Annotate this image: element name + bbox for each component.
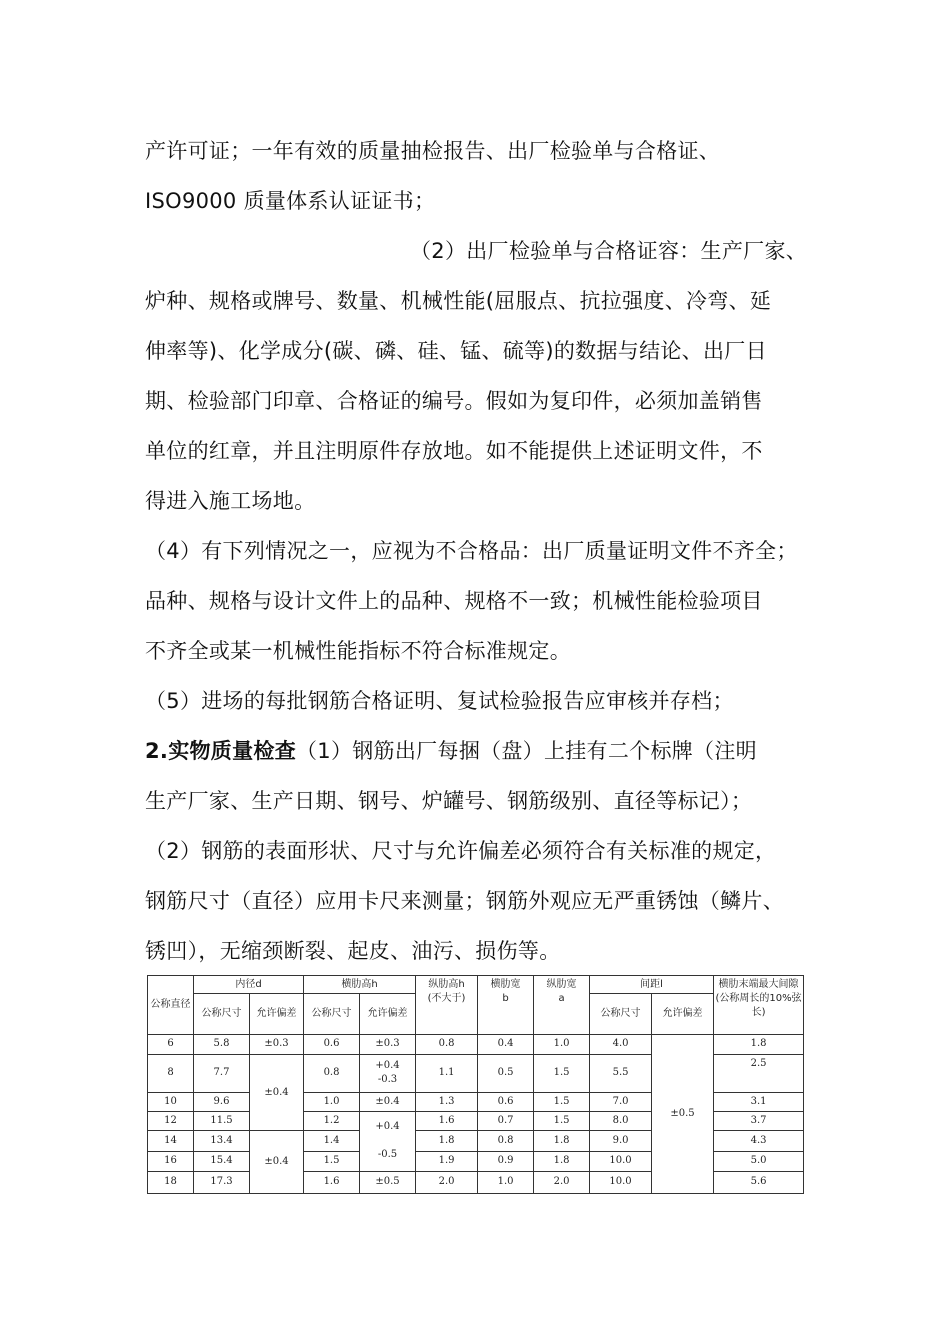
paragraph-line: 生产厂家、生产日期、钢号、炉罐号、钢筋级别、直径等标记）； <box>145 789 753 813</box>
paragraph-line: （5）进场的每批钢筋合格证明、复试检验报告应审核并存档； <box>145 689 734 713</box>
cell-long-rib-height: 1.1 <box>416 1054 478 1092</box>
cell-end-gap: 4.3 <box>714 1131 804 1151</box>
header-longitudinal-rib-height-label: 纵肋高h <box>428 979 465 990</box>
header-h-tolerance: 允许偏差 <box>360 994 416 1034</box>
rebar-dimension-table <box>147 975 803 1194</box>
table-row <box>148 1034 804 1054</box>
cell-spacing: 7.0 <box>590 1093 652 1112</box>
cell-inner-diameter: 7.7 <box>194 1054 250 1092</box>
cell-end-gap: 3.1 <box>714 1093 804 1112</box>
paragraph-line: 期、检验部门印章、合格证的编号。假如为复印件，必须加盖销售 <box>145 389 763 413</box>
cell-spacing: 10.0 <box>590 1151 652 1171</box>
header-transverse-rib-width-label: 横肋宽 <box>490 979 521 990</box>
header-spacing: 间距l <box>590 976 714 994</box>
paragraph-line: 产许可证；一年有效的质量抽检报告、出厂检验单与合格证、 <box>145 139 721 163</box>
paragraph-line: 钢筋尺寸（直径）应用卡尺来测量；钢筋外观应无严重锈蚀（鳞片、 <box>145 889 784 913</box>
cell-inner-diameter: 13.4 <box>194 1131 250 1151</box>
cell-rib-width-a: 1.8 <box>534 1131 590 1151</box>
cell-rib-height: 0.6 <box>304 1034 360 1054</box>
cell-long-rib-height: 1.9 <box>416 1151 478 1171</box>
header-longitudinal-rib-width-symbol: a <box>558 993 565 1004</box>
tolerance-upper: +0.4 <box>375 1121 400 1133</box>
header-transverse-rib-width-symbol: b <box>502 993 509 1004</box>
cell-rib-height-tolerance: ±0.3 <box>360 1034 416 1054</box>
tolerance-upper: +0.4 <box>375 1060 400 1072</box>
header-l-tolerance: 允许偏差 <box>652 994 714 1034</box>
cell-diameter: 18 <box>148 1171 194 1193</box>
header-transverse-rib-width <box>478 976 534 1035</box>
cell-inner-diameter: 9.6 <box>194 1093 250 1112</box>
tolerance-lower: -0.3 <box>377 1074 398 1086</box>
header-transverse-rib-height: 横肋高h <box>304 976 416 994</box>
cell-rib-height-tolerance: ±0.4 <box>360 1093 416 1112</box>
cell-rib-width-b: 0.8 <box>478 1131 534 1151</box>
cell-diameter: 8 <box>148 1054 194 1092</box>
cell-inner-tolerance: ±0.4 <box>250 1131 304 1194</box>
header-inner-diameter: 内径d <box>194 976 304 994</box>
paragraph-line: 不齐全或某一机械性能指标不符合标准规定。 <box>145 639 571 663</box>
cell-spacing: 10.0 <box>590 1171 652 1193</box>
cell-end-gap: 3.7 <box>714 1112 804 1131</box>
header-d-nominal-size: 公称尺寸 <box>194 994 250 1034</box>
header-longitudinal-rib-width <box>534 976 590 1035</box>
section-heading: 2.实物质量检查 <box>145 739 296 763</box>
header-longitudinal-rib-height <box>416 976 478 1035</box>
cell-inner-diameter: 17.3 <box>194 1171 250 1193</box>
paragraph-line: 品种、规格与设计文件上的品种、规格不一致；机械性能检验项目 <box>145 589 763 613</box>
cell-end-gap: 5.6 <box>714 1171 804 1193</box>
cell-rib-width-b: 0.5 <box>478 1054 534 1092</box>
header-longitudinal-rib-width-label: 纵肋宽 <box>546 979 577 990</box>
paragraph-text: （1）钢筋出厂每捆（盘）上挂有二个标牌（注明 <box>296 739 757 763</box>
cell-long-rib-height: 2.0 <box>416 1171 478 1193</box>
header-nominal-diameter: 公称直径 <box>148 976 194 1035</box>
paragraph-line: 锈凹），无缩颈断裂、起皮、油污、损伤等。 <box>145 939 561 963</box>
cell-end-gap: 2.5 <box>714 1054 804 1092</box>
paragraph-line: ISO9000 质量体系认证证书； <box>145 189 436 213</box>
cell-rib-height: 0.8 <box>304 1054 360 1092</box>
cell-long-rib-height: 1.6 <box>416 1112 478 1131</box>
cell-diameter: 6 <box>148 1034 194 1054</box>
cell-rib-width-b: 0.6 <box>478 1093 534 1112</box>
cell-rib-height: 1.2 <box>304 1112 360 1131</box>
cell-rib-width-a: 1.5 <box>534 1093 590 1112</box>
cell-inner-diameter: 5.8 <box>194 1034 250 1054</box>
tolerance-lower: -0.5 <box>377 1149 398 1161</box>
cell-diameter: 12 <box>148 1112 194 1131</box>
cell-spacing: 5.5 <box>590 1054 652 1092</box>
cell-diameter: 14 <box>148 1131 194 1151</box>
paragraph-line-with-heading <box>145 738 757 764</box>
cell-rib-width-b: 1.0 <box>478 1171 534 1193</box>
cell-rib-width-a: 2.0 <box>534 1171 590 1193</box>
cell-rib-height-tolerance: ±0.5 <box>360 1171 416 1193</box>
cell-rib-height: 1.4 <box>304 1131 360 1151</box>
cell-inner-tolerance: ±0.4 <box>250 1054 304 1131</box>
cell-rib-height: 1.0 <box>304 1093 360 1112</box>
cell-long-rib-height: 1.3 <box>416 1093 478 1112</box>
header-max-end-gap: 横肋末端最大间隙(公称周长的10%弦长) <box>714 976 804 1035</box>
cell-rib-width-a: 1.8 <box>534 1151 590 1171</box>
paragraph-line: （4）有下列情况之一，应视为不合格品：出厂质量证明文件不齐全； <box>145 539 798 563</box>
cell-spacing: 9.0 <box>590 1131 652 1151</box>
cell-end-gap: 5.0 <box>714 1151 804 1171</box>
cell-spacing: 4.0 <box>590 1034 652 1054</box>
cell-rib-width-a: 1.0 <box>534 1034 590 1054</box>
header-d-tolerance: 允许偏差 <box>250 994 304 1034</box>
cell-diameter: 16 <box>148 1151 194 1171</box>
cell-rib-height-tolerance <box>360 1112 416 1172</box>
cell-rib-width-b: 0.7 <box>478 1112 534 1131</box>
cell-rib-width-a: 1.5 <box>534 1112 590 1131</box>
paragraph-line: （2）出厂检验单与合格证容：生产厂家、 <box>410 239 808 263</box>
cell-rib-height: 1.5 <box>304 1151 360 1171</box>
cell-long-rib-height: 0.8 <box>416 1034 478 1054</box>
paragraph-line: 炉种、规格或牌号、数量、机械性能(屈服点、抗拉强度、冷弯、延 <box>145 289 772 313</box>
paragraph-line: 伸率等)、化学成分(碳、磷、硅、锰、硫等)的数据与结论、出厂日 <box>145 339 767 363</box>
header-l-nominal-size: 公称尺寸 <box>590 994 652 1034</box>
header-longitudinal-rib-height-note: (不大于) <box>427 993 466 1004</box>
cell-rib-width-a: 1.5 <box>534 1054 590 1092</box>
cell-inner-diameter: 11.5 <box>194 1112 250 1131</box>
cell-diameter: 10 <box>148 1093 194 1112</box>
cell-rib-height: 1.6 <box>304 1171 360 1193</box>
cell-spacing: 8.0 <box>590 1112 652 1131</box>
paragraph-line: 单位的红章，并且注明原件存放地。如不能提供上述证明文件，不 <box>145 439 763 463</box>
cell-long-rib-height: 1.8 <box>416 1131 478 1151</box>
cell-rib-height-tolerance <box>360 1054 416 1092</box>
cell-spacing-tolerance: ±0.5 <box>652 1034 714 1193</box>
cell-end-gap: 1.8 <box>714 1034 804 1054</box>
paragraph-line: 得进入施工场地。 <box>145 489 316 513</box>
cell-rib-width-b: 0.4 <box>478 1034 534 1054</box>
paragraph-line: （2）钢筋的表面形状、尺寸与允许偏差必须符合有关标准的规定， <box>145 839 777 863</box>
cell-inner-tolerance: ±0.3 <box>250 1034 304 1054</box>
cell-inner-diameter: 15.4 <box>194 1151 250 1171</box>
cell-rib-width-b: 0.9 <box>478 1151 534 1171</box>
header-h-nominal-size: 公称尺寸 <box>304 994 360 1034</box>
